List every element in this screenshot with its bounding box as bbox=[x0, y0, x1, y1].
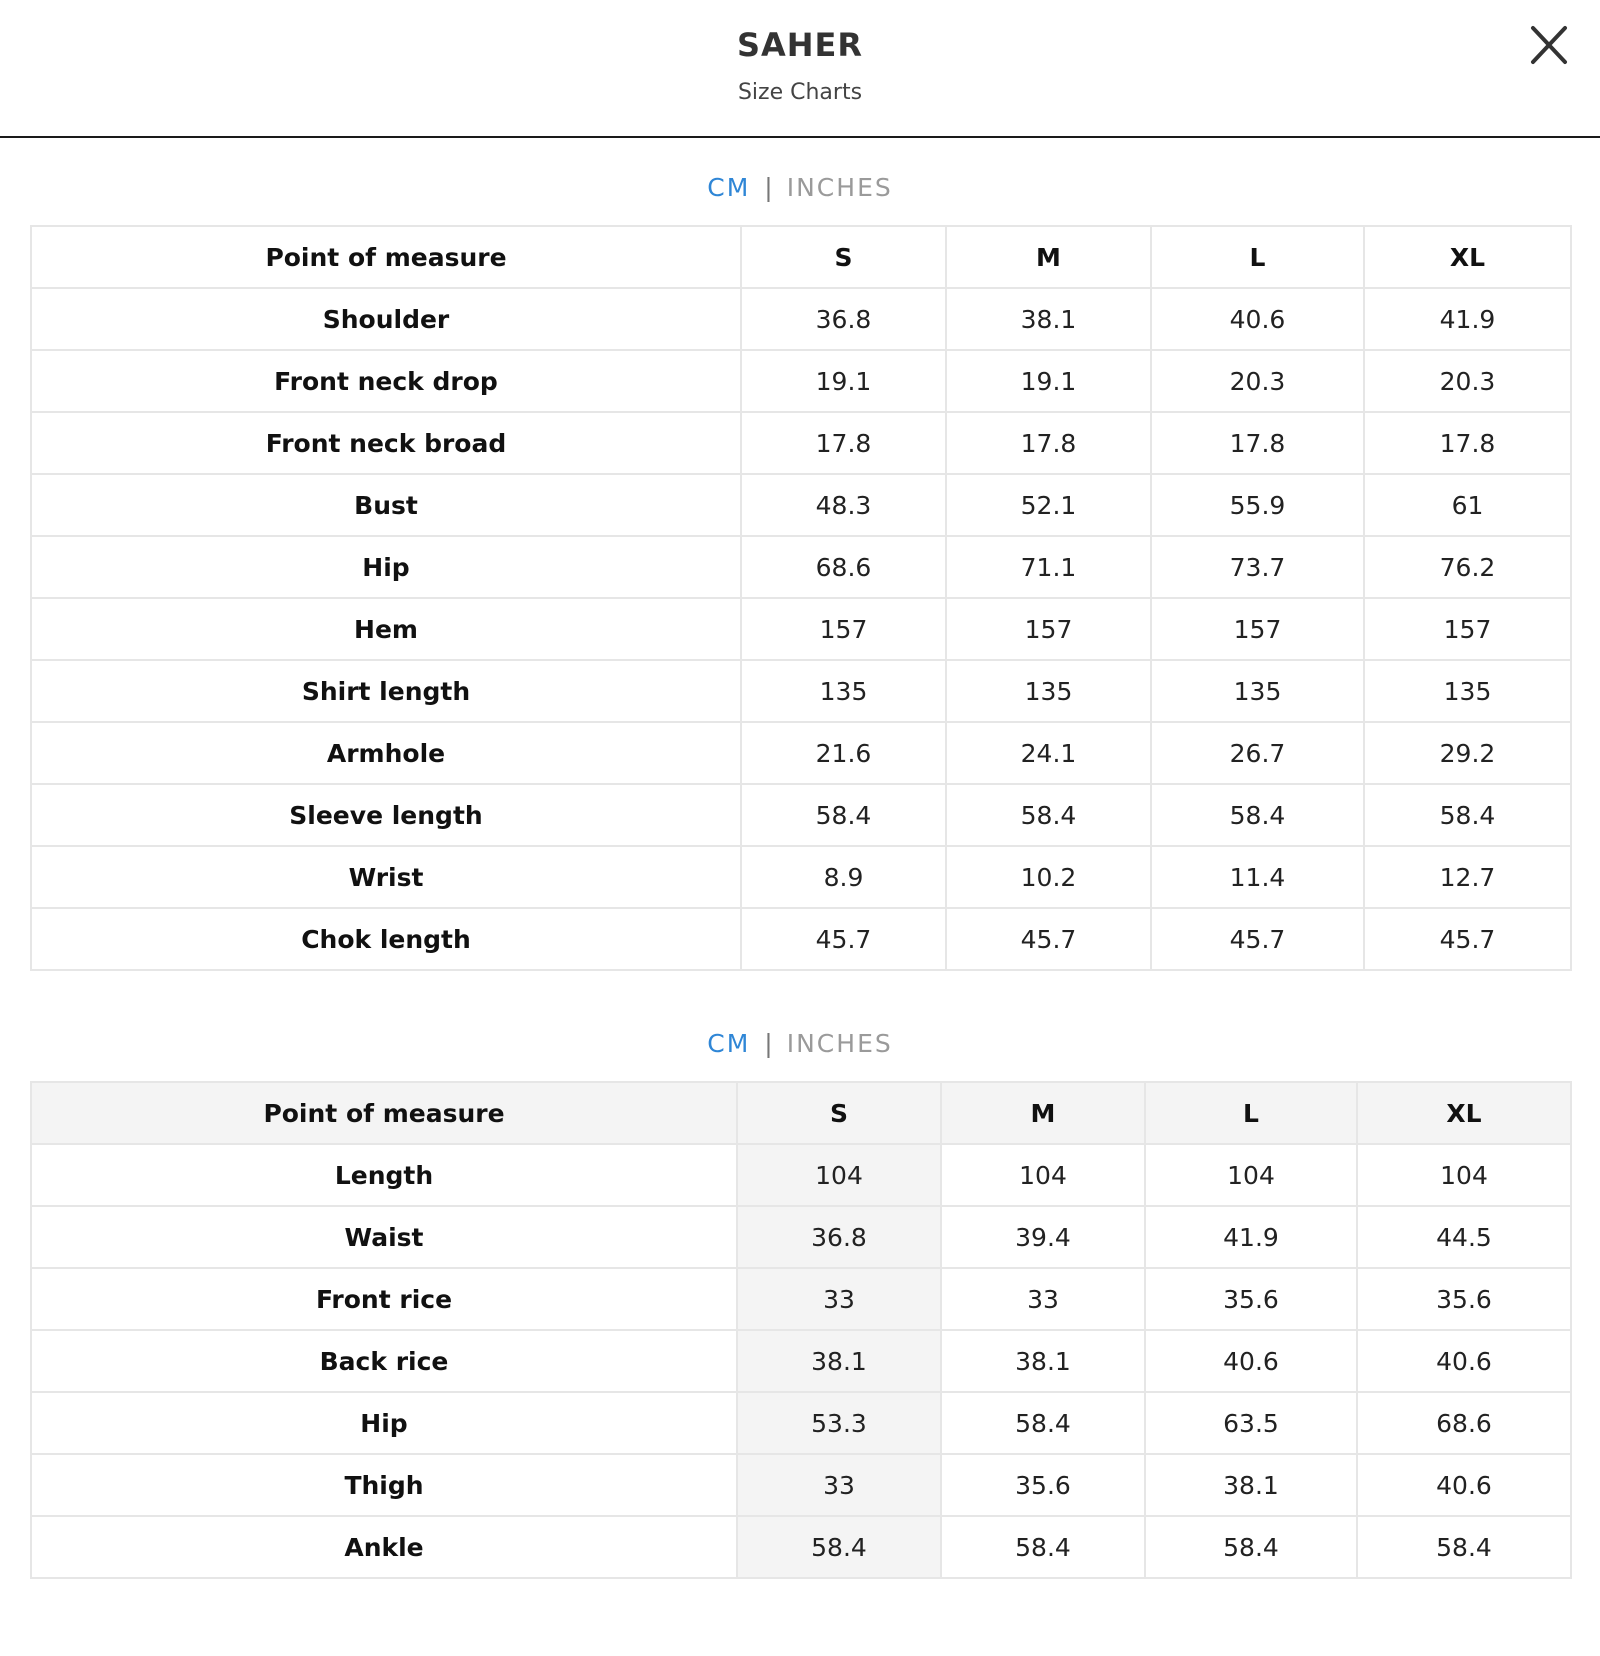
measure-value: 40.6 bbox=[1357, 1330, 1571, 1392]
column-header-size: S bbox=[737, 1082, 941, 1144]
measure-label: Front neck broad bbox=[31, 412, 741, 474]
table-row bbox=[31, 474, 1571, 536]
measure-label: Wrist bbox=[31, 846, 741, 908]
measure-value: 52.1 bbox=[946, 474, 1151, 536]
measure-value: 38.1 bbox=[737, 1330, 941, 1392]
measure-value: 135 bbox=[946, 660, 1151, 722]
measure-value: 157 bbox=[741, 598, 946, 660]
unit-inches-tab[interactable]: INCHES bbox=[786, 173, 893, 202]
table-row bbox=[31, 1454, 1571, 1516]
measure-value: 29.2 bbox=[1364, 722, 1571, 784]
table-row bbox=[31, 1516, 1571, 1578]
size-chart-table-top bbox=[30, 225, 1572, 971]
measure-value: 135 bbox=[741, 660, 946, 722]
column-header-size: S bbox=[741, 226, 946, 288]
measure-label: Ankle bbox=[31, 1516, 737, 1578]
measure-value: 19.1 bbox=[946, 350, 1151, 412]
product-title: SAHER bbox=[736, 26, 864, 64]
table-row bbox=[31, 1330, 1571, 1392]
measure-value: 38.1 bbox=[941, 1330, 1145, 1392]
table-row bbox=[31, 1392, 1571, 1454]
measure-value: 17.8 bbox=[1151, 412, 1364, 474]
measure-value: 33 bbox=[737, 1268, 941, 1330]
column-header-size: M bbox=[946, 226, 1151, 288]
unit-toggle bbox=[0, 170, 1600, 206]
modal-header bbox=[0, 0, 1600, 138]
measure-value: 104 bbox=[941, 1144, 1145, 1206]
measure-value: 17.8 bbox=[741, 412, 946, 474]
table-row bbox=[31, 846, 1571, 908]
measure-label: Front neck drop bbox=[31, 350, 741, 412]
size-chart-table-bottom bbox=[30, 1081, 1572, 1579]
measure-value: 21.6 bbox=[741, 722, 946, 784]
measure-label: Shirt length bbox=[31, 660, 741, 722]
measure-value: 104 bbox=[1357, 1144, 1571, 1206]
measure-value: 58.4 bbox=[941, 1392, 1145, 1454]
measure-value: 40.6 bbox=[1145, 1330, 1357, 1392]
measure-value: 71.1 bbox=[946, 536, 1151, 598]
measure-label: Front rice bbox=[31, 1268, 737, 1330]
measure-value: 33 bbox=[941, 1268, 1145, 1330]
measure-value: 45.7 bbox=[1151, 908, 1364, 970]
measure-value: 157 bbox=[1151, 598, 1364, 660]
measure-label: Length bbox=[31, 1144, 737, 1206]
unit-inches-tab[interactable]: INCHES bbox=[786, 1029, 893, 1058]
measure-value: 58.4 bbox=[941, 1516, 1145, 1578]
table-row bbox=[31, 1206, 1571, 1268]
measure-value: 58.4 bbox=[1357, 1516, 1571, 1578]
measure-value: 104 bbox=[1145, 1144, 1357, 1206]
measure-value: 41.9 bbox=[1364, 288, 1571, 350]
measure-value: 61 bbox=[1364, 474, 1571, 536]
table-row bbox=[31, 536, 1571, 598]
measure-value: 35.6 bbox=[941, 1454, 1145, 1516]
measure-label: Shoulder bbox=[31, 288, 741, 350]
measure-value: 58.4 bbox=[737, 1516, 941, 1578]
table-row bbox=[31, 412, 1571, 474]
measure-value: 157 bbox=[1364, 598, 1571, 660]
measure-value: 55.9 bbox=[1151, 474, 1364, 536]
measure-value: 17.8 bbox=[946, 412, 1151, 474]
measure-value: 36.8 bbox=[737, 1206, 941, 1268]
measure-value: 20.3 bbox=[1364, 350, 1571, 412]
measure-label: Sleeve length bbox=[31, 784, 741, 846]
unit-separator: | bbox=[764, 173, 773, 202]
unit-toggle bbox=[0, 1026, 1600, 1062]
measure-value: 58.4 bbox=[1364, 784, 1571, 846]
measure-label: Thigh bbox=[31, 1454, 737, 1516]
measure-label: Hem bbox=[31, 598, 741, 660]
measure-value: 39.4 bbox=[941, 1206, 1145, 1268]
table-row bbox=[31, 908, 1571, 970]
measure-value: 24.1 bbox=[946, 722, 1151, 784]
table-row bbox=[31, 1144, 1571, 1206]
table-row bbox=[31, 350, 1571, 412]
measure-value: 157 bbox=[946, 598, 1151, 660]
measure-label: Hip bbox=[31, 1392, 737, 1454]
measure-value: 53.3 bbox=[737, 1392, 941, 1454]
column-header-size: L bbox=[1145, 1082, 1357, 1144]
measure-value: 135 bbox=[1364, 660, 1571, 722]
table-row bbox=[31, 660, 1571, 722]
table-row bbox=[31, 1268, 1571, 1330]
measure-value: 8.9 bbox=[741, 846, 946, 908]
measure-value: 20.3 bbox=[1151, 350, 1364, 412]
column-header-size: L bbox=[1151, 226, 1364, 288]
column-header-size: XL bbox=[1364, 226, 1571, 288]
column-header-point-of-measure: Point of measure bbox=[31, 226, 741, 288]
measure-value: 38.1 bbox=[1145, 1454, 1357, 1516]
table-row bbox=[31, 598, 1571, 660]
measure-value: 36.8 bbox=[741, 288, 946, 350]
measure-label: Waist bbox=[31, 1206, 737, 1268]
measure-label: Bust bbox=[31, 474, 741, 536]
measure-value: 10.2 bbox=[946, 846, 1151, 908]
measure-label: Chok length bbox=[31, 908, 741, 970]
measure-value: 58.4 bbox=[741, 784, 946, 846]
measure-value: 17.8 bbox=[1364, 412, 1571, 474]
column-header-size: XL bbox=[1357, 1082, 1571, 1144]
page-subtitle: Size Charts bbox=[737, 80, 863, 105]
close-button[interactable] bbox=[1528, 22, 1570, 68]
measure-value: 58.4 bbox=[946, 784, 1151, 846]
measure-value: 68.6 bbox=[1357, 1392, 1571, 1454]
measure-value: 26.7 bbox=[1151, 722, 1364, 784]
measure-value: 73.7 bbox=[1151, 536, 1364, 598]
measure-value: 11.4 bbox=[1151, 846, 1364, 908]
measure-value: 68.6 bbox=[741, 536, 946, 598]
measure-value: 44.5 bbox=[1357, 1206, 1571, 1268]
measure-value: 48.3 bbox=[741, 474, 946, 536]
measure-value: 58.4 bbox=[1151, 784, 1364, 846]
unit-cm-tab[interactable]: CM bbox=[707, 173, 751, 202]
measure-value: 35.6 bbox=[1357, 1268, 1571, 1330]
measure-value: 45.7 bbox=[1364, 908, 1571, 970]
table-row bbox=[31, 288, 1571, 350]
measure-value: 33 bbox=[737, 1454, 941, 1516]
measure-value: 19.1 bbox=[741, 350, 946, 412]
unit-separator: | bbox=[764, 1029, 773, 1058]
measure-value: 104 bbox=[737, 1144, 941, 1206]
measure-value: 45.7 bbox=[946, 908, 1151, 970]
measure-value: 58.4 bbox=[1145, 1516, 1357, 1578]
measure-label: Back rice bbox=[31, 1330, 737, 1392]
measure-value: 35.6 bbox=[1145, 1268, 1357, 1330]
measure-value: 63.5 bbox=[1145, 1392, 1357, 1454]
measure-value: 135 bbox=[1151, 660, 1364, 722]
table-header-row bbox=[31, 226, 1571, 288]
measure-label: Armhole bbox=[31, 722, 741, 784]
measure-value: 40.6 bbox=[1151, 288, 1364, 350]
table-row bbox=[31, 722, 1571, 784]
measure-label: Hip bbox=[31, 536, 741, 598]
measure-value: 45.7 bbox=[741, 908, 946, 970]
measure-value: 41.9 bbox=[1145, 1206, 1357, 1268]
table-row bbox=[31, 784, 1571, 846]
measure-value: 38.1 bbox=[946, 288, 1151, 350]
column-header-size: M bbox=[941, 1082, 1145, 1144]
column-header-point-of-measure: Point of measure bbox=[31, 1082, 737, 1144]
table-header-row bbox=[31, 1082, 1571, 1144]
unit-cm-tab[interactable]: CM bbox=[707, 1029, 751, 1058]
measure-value: 40.6 bbox=[1357, 1454, 1571, 1516]
close-icon bbox=[1528, 22, 1570, 68]
measure-value: 12.7 bbox=[1364, 846, 1571, 908]
measure-value: 76.2 bbox=[1364, 536, 1571, 598]
